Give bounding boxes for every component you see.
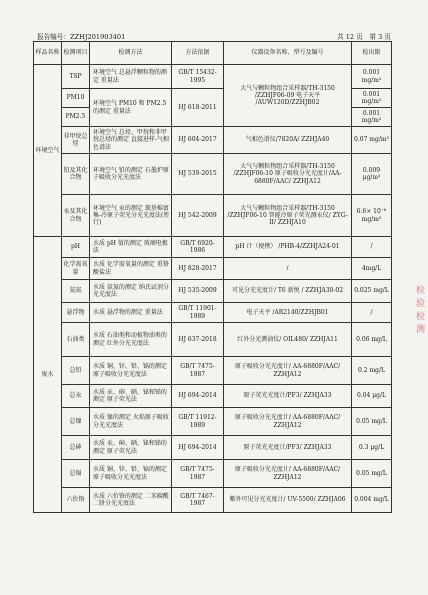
item-cell: 悬浮物 — [62, 303, 90, 323]
table-row — [34, 323, 392, 357]
basis-cell: HJ 604-2017 — [172, 127, 224, 154]
method-cell: 环境空气 PM10 和 PM2.5 的测定 重量法 — [90, 89, 172, 127]
item-cell: 总镉 — [62, 460, 90, 488]
item-cell: 铅及其化合物 — [62, 154, 90, 195]
col-detection-limit: 检出限 — [352, 42, 392, 65]
page-info: 共 12 页 第 3 页 — [337, 33, 391, 41]
table-row — [34, 258, 392, 280]
col-test-item: 检测项目 — [62, 42, 90, 65]
limit-cell: 0.05 mg/L — [352, 460, 392, 488]
instrument-cell: 原子荧光光度计/PF3/ ZZHJA33 — [224, 385, 352, 408]
basis-cell: HJ 535-2009 — [172, 280, 224, 303]
method-cell: 水质 六价铬的测定 二苯碳酰二肼分光光度法 — [90, 488, 172, 513]
basis-cell: GB/T 15432-1995 — [172, 65, 224, 89]
test-method-table — [33, 41, 392, 513]
item-cell: 氨氮 — [62, 280, 90, 303]
item-cell: 总汞 — [62, 385, 90, 408]
basis-cell: HJ 694-2014 — [172, 385, 224, 408]
instrument-cell: 大气与颗粒物组合采样器/TH-3150 /ZZHJF06-10 原子吸收分光光度计/AA-6880F/AAC/ ZZHJA12 — [224, 154, 352, 195]
item-cell: PM2.5 — [62, 108, 90, 127]
instrument-cell: 原子吸收分光光度计/ AA-6880F/AAC/ ZZHJA12 — [224, 357, 352, 385]
table-row — [34, 154, 392, 195]
basis-cell: GB/T 11901-1989 — [172, 303, 224, 323]
item-cell: 石油类 — [62, 323, 90, 357]
method-cell: 环境空气 总悬浮颗粒物的测定 重量法 — [90, 65, 172, 89]
method-cell: 水质 汞、砷、硒、铋和锑的测定 原子荧光法 — [90, 436, 172, 460]
instrument-cell: / — [224, 258, 352, 280]
table-row — [34, 357, 392, 385]
basis-cell: HJ 542-2009 — [172, 195, 224, 237]
report-header — [37, 31, 391, 41]
instrument-cell: 大气与颗粒物组合采样器/TH-3150 /ZZHJF06-10 智能冷原子荧光测汞仪/ ZYG-II/ ZZHJA10 — [224, 195, 352, 237]
table-row — [34, 385, 392, 408]
limit-cell: / — [352, 303, 392, 323]
table-row — [34, 303, 392, 323]
basis-cell: GB/T 7467-1987 — [172, 488, 224, 513]
table-row — [34, 65, 392, 89]
method-cell: 水质 化学需氧量的测定 重铬酸盐法 — [90, 258, 172, 280]
limit-cell: 0.001 mg/m³ — [352, 108, 392, 127]
limit-cell: 0.3 μg/L — [352, 436, 392, 460]
sample-name-wastewater: 废水 — [34, 237, 62, 513]
instrument-cell: 原子吸收分光光度计/ AA-6880F/AAC/ ZZHJA12 — [224, 408, 352, 436]
table-row — [34, 195, 392, 237]
method-cell: 水质 铜、锌、铅、镉的测定 原子吸收分光光度法 — [90, 460, 172, 488]
item-cell: 化学需氧量 — [62, 258, 90, 280]
instrument-cell: 电子天平 /AR2140/ZZHJB01 — [224, 303, 352, 323]
method-cell: 环境空气 总烃、甲烷和非甲烷总烃的测定 直接进样-气相色谱法 — [90, 127, 172, 154]
col-instrument: 仪器设备名称、型号及编号 — [224, 42, 352, 65]
basis-cell: GB/T 7475-1987 — [172, 357, 224, 385]
table-row — [34, 436, 392, 460]
method-cell: 环境空气 铅的测定 石墨炉原子吸收分光光度法 — [90, 154, 172, 195]
basis-cell: GB/T 6920-1986 — [172, 237, 224, 258]
item-cell: 总铅 — [62, 357, 90, 385]
limit-cell: / — [352, 237, 392, 258]
method-cell: 环境空气 汞的测定 巯基棉富集-冷原子荧光分光光度法(暂行) — [90, 195, 172, 237]
basis-cell: HJ 539-2015 — [172, 154, 224, 195]
basis-cell: HJ 694-2014 — [172, 436, 224, 460]
basis-cell: HJ 618-2011 — [172, 89, 224, 127]
instrument-cell: 原子吸收分光光度计/ AA-6880F/AAC/ ZZHJA12 — [224, 460, 352, 488]
instrument-cell: pH 计（便携） /PHB-4/ZZHJA24-01 — [224, 237, 352, 258]
method-cell: 水质 pH 值的测定 玻璃电极法 — [90, 237, 172, 258]
item-cell: TSP — [62, 65, 90, 89]
instrument-cell: 气相色谱仪/7820A/ ZZHJA40 — [224, 127, 352, 154]
item-cell: pH — [62, 237, 90, 258]
table-row — [34, 280, 392, 303]
limit-cell: 0.009 μg/m³ — [352, 154, 392, 195]
basis-cell: HJ 637-2018 — [172, 323, 224, 357]
table-row — [34, 460, 392, 488]
limit-cell: 0.06 mg/L — [352, 323, 392, 357]
method-cell: 水质 汞、砷、硒、铋和锑的测定 原子荧光法 — [90, 385, 172, 408]
basis-cell: GB/T 11912-1989 — [172, 408, 224, 436]
limit-cell: 0.025 mg/L — [352, 280, 392, 303]
table-row — [34, 237, 392, 258]
method-cell: 水质 铜、锌、铅、镉的测定 原子吸收分光光度法 — [90, 357, 172, 385]
method-cell: 水质 悬浮物的测定 重量法 — [90, 303, 172, 323]
table-row — [34, 127, 392, 154]
item-cell: 六价铬 — [62, 488, 90, 513]
table-row — [34, 408, 392, 436]
seal-stamp-fragment: 检验检测 — [416, 286, 426, 335]
basis-cell: HJ 828-2017 — [172, 258, 224, 280]
method-cell: 水质 石油类和动植物油类的测定 红外分光光度法 — [90, 323, 172, 357]
limit-cell: 0.004 mg/L — [352, 488, 392, 513]
results-sheet — [33, 41, 391, 513]
instrument-cell: 原子荧光光度计/PF3/ ZZHJA33 — [224, 436, 352, 460]
limit-cell: 0.2 mg/L — [352, 357, 392, 385]
item-cell: PM10 — [62, 89, 90, 108]
instrument-cell: 紫外可见分光光度计/ UV-5500/ ZZHJA06 — [224, 488, 352, 513]
limit-cell: 0.001 mg/m³ — [352, 65, 392, 89]
method-cell: 水质 氨氮的测定 纳氏试剂分光光度法 — [90, 280, 172, 303]
instrument-cell: 可见分光光度计/ T6 新悦 / ZZHJA30-02 — [224, 280, 352, 303]
basis-cell: GB/T 7475-1987 — [172, 460, 224, 488]
item-cell: 非甲烷总烃 — [62, 127, 90, 154]
limit-cell: 4mg/L — [352, 258, 392, 280]
report-number: 报告编号：ZZHJ201903401 — [37, 33, 126, 41]
limit-cell: 0.05 mg/L — [352, 408, 392, 436]
method-cell: 水质 镍的测定 火焰原子吸收分光光度法 — [90, 408, 172, 436]
col-method-basis: 方法依据 — [172, 42, 224, 65]
limit-cell: 0.07 mg/m³ — [352, 127, 392, 154]
limit-cell: 0.001 mg/m³ — [352, 89, 392, 108]
limit-cell: 0.04 μg/L — [352, 385, 392, 408]
table-header-row — [34, 42, 392, 65]
instrument-cell: 大气与颗粒物组合采样器/TH-3150 /ZZHJF06-09 电子天平 /AUW120D/ZZHJB02 — [224, 65, 352, 127]
limit-cell: 6.6× 10⁻⁶ mg/m³ — [352, 195, 392, 237]
sample-name-air: 环境空气 — [34, 65, 62, 237]
table-row — [34, 488, 392, 513]
col-test-method: 检测方法 — [90, 42, 172, 65]
instrument-cell: 红外分光测油仪/ OIL480/ ZZHJA11 — [224, 323, 352, 357]
item-cell: 总砷 — [62, 436, 90, 460]
item-cell: 汞及其化合物 — [62, 195, 90, 237]
item-cell: 总镍 — [62, 408, 90, 436]
col-sample-name: 样品名称 — [34, 42, 62, 65]
